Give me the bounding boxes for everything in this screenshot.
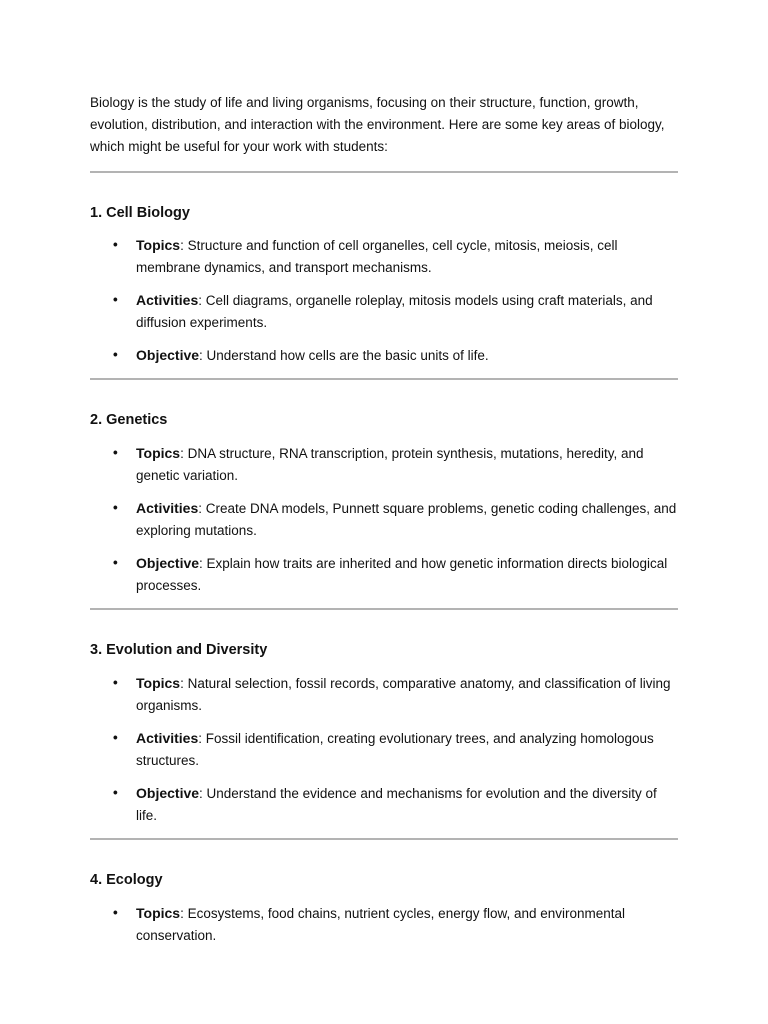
document-page <box>90 92 678 947</box>
bullet-icon: • <box>113 347 118 362</box>
section-divider <box>90 608 678 610</box>
bullet-icon: • <box>113 292 118 307</box>
item-text: : Natural selection, fossil records, comparative anatomy, and classification of living organisms. <box>136 676 671 713</box>
list-item <box>90 344 678 367</box>
bullet-icon: • <box>113 785 118 800</box>
item-label: Activities <box>136 730 199 746</box>
bullet-list-cell-biology <box>90 234 678 367</box>
section-title-ecology: 4. Ecology <box>90 872 163 888</box>
intro-paragraph: Biology is the study of life and living organisms, focusing on their structure, function, growth, evolution, distribution, and interaction with the environment. Here are some key areas of biology, which might be useful for your work with students: <box>90 95 665 154</box>
item-text: : DNA structure, RNA transcription, protein synthesis, mutations, heredity, and genetic variation. <box>136 446 644 483</box>
list-item <box>90 727 678 772</box>
item-text: : Fossil identification, creating evolutionary trees, and analyzing homologous structures. <box>136 731 654 768</box>
section-divider <box>90 171 678 173</box>
item-label: Objective <box>136 347 200 363</box>
item-label: Objective <box>136 785 200 801</box>
bullet-icon: • <box>113 237 118 252</box>
bullet-icon: • <box>113 675 118 690</box>
section-divider <box>90 378 678 380</box>
section-title-genetics: 2. Genetics <box>90 412 168 428</box>
list-item <box>90 442 678 487</box>
item-text: : Explain how traits are inherited and how genetic information directs biological processes. <box>136 556 668 593</box>
section-divider <box>90 838 678 840</box>
item-label: Activities <box>136 292 199 308</box>
bullet-icon: • <box>113 730 118 745</box>
list-item <box>90 234 678 279</box>
bullet-list-evolution <box>90 672 678 827</box>
list-item <box>90 782 678 827</box>
bullet-list-genetics <box>90 442 678 597</box>
list-item <box>90 289 678 334</box>
bullet-icon: • <box>113 905 118 920</box>
item-text: : Understand the evidence and mechanisms for evolution and the diversity of life. <box>136 786 657 823</box>
item-label: Topics <box>136 237 181 253</box>
item-label: Topics <box>136 675 181 691</box>
item-text: : Ecosystems, food chains, nutrient cycles, energy flow, and environmental conservation. <box>136 906 626 943</box>
list-item <box>90 497 678 542</box>
item-label: Topics <box>136 445 181 461</box>
item-text: : Understand how cells are the basic units of life. <box>199 348 489 363</box>
list-item <box>90 672 678 717</box>
bullet-icon: • <box>113 555 118 570</box>
bullet-icon: • <box>113 445 118 460</box>
bullet-icon: • <box>113 500 118 515</box>
item-text: : Cell diagrams, organelle roleplay, mitosis models using craft materials, and diffusion experiments. <box>136 293 653 330</box>
item-label: Activities <box>136 500 199 516</box>
list-item <box>90 552 678 597</box>
section-title-evolution: 3. Evolution and Diversity <box>90 642 268 658</box>
list-item <box>90 902 678 947</box>
item-text: : Structure and function of cell organelles, cell cycle, mitosis, meiosis, cell membrane dynamics, and transport mechanisms. <box>136 238 618 275</box>
section-title-cell-biology: 1. Cell Biology <box>90 205 190 221</box>
item-label: Topics <box>136 905 181 921</box>
item-text: : Create DNA models, Punnett square problems, genetic coding challenges, and exploring mutations. <box>136 501 677 538</box>
bullet-list-ecology <box>90 902 678 947</box>
item-label: Objective <box>136 555 200 571</box>
